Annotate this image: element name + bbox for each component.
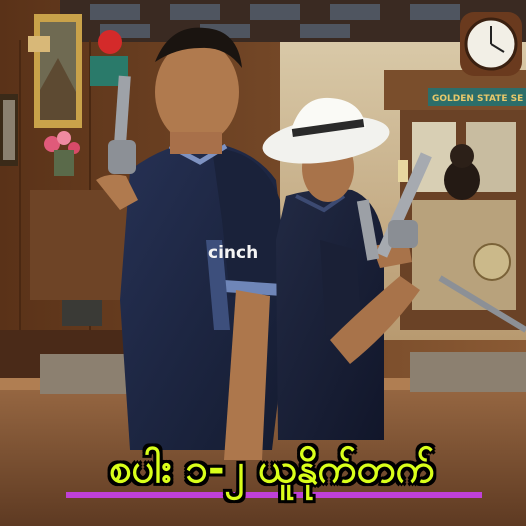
photo-caption: စပါး ၁-၂ ယူနိုက်တက် (109, 445, 435, 492)
cabinet (30, 190, 130, 300)
wall-lamp (28, 36, 50, 52)
red-machine (98, 30, 122, 54)
decor-plate (474, 244, 510, 280)
candle (398, 160, 408, 182)
display-case-right (410, 352, 526, 392)
shirt-logo: cinch (208, 243, 259, 263)
golden-state-sign-text: GOLDEN STATE SE (432, 94, 524, 104)
wall-clock (460, 12, 522, 76)
